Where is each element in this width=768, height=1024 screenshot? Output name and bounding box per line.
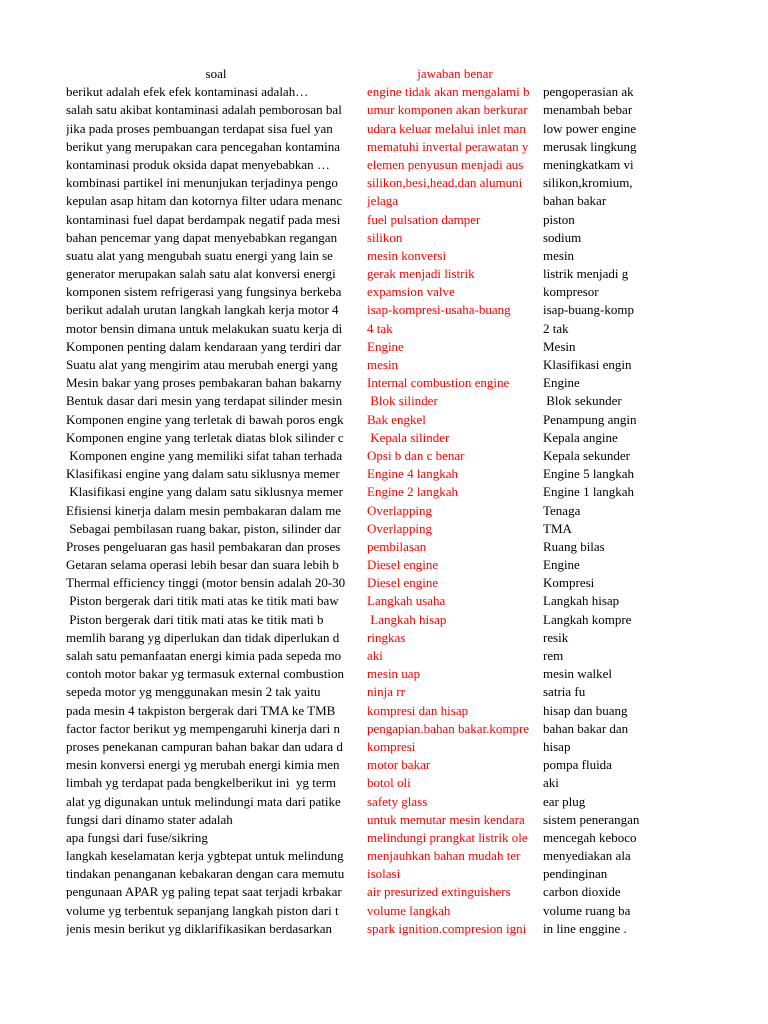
cell-soal[interactable]: Komponen engine yang terletak diatas blok silinder c <box>66 429 344 445</box>
cell-jawaban[interactable]: Engine <box>367 338 404 354</box>
cell-jawaban[interactable]: volume langkah <box>367 902 451 918</box>
table-row <box>0 138 768 156</box>
cell-soal[interactable]: Komponen engine yang terletak di bawah poros engk <box>66 411 344 427</box>
cell-jawaban[interactable]: mesin <box>367 357 399 372</box>
cell-soal[interactable]: Mesin bakar yang proses pembakaran bahan bakarny <box>66 375 342 391</box>
table-row <box>0 174 768 192</box>
cell-soal[interactable]: Piston bergerak dari titik mati atas ke titik mati baw <box>66 593 339 609</box>
cell-jawaban[interactable]: air presurized extinguishers <box>367 884 511 900</box>
cell-soal[interactable]: suatu alat yang mengubah suatu energi yang lain se <box>66 247 333 263</box>
table-row <box>0 811 768 829</box>
table-row <box>0 556 768 574</box>
cell-soal[interactable]: generator merupakan salah satu alat konversi energi <box>66 266 336 282</box>
cell-soal[interactable]: Thermal efficiency tinggi (motor bensin adalah 20-30 <box>66 575 346 591</box>
cell-soal[interactable]: memlih barang yg diperlukan dan tidak diperlukan d <box>66 629 340 645</box>
cell-soal[interactable]: jenis mesin berikut yg diklarifikasikan berdasarkan <box>66 920 333 936</box>
cell-jawaban[interactable]: botol oli <box>367 775 411 791</box>
cell-jawaban[interactable]: udara keluar melalui inlet man <box>367 120 526 136</box>
cell-soal[interactable]: alat yg digunakan untuk melindungi mata dari patike <box>66 793 341 809</box>
cell-jawaban[interactable]: menjauhkan bahan mudah ter <box>367 848 521 864</box>
cell-pilihan[interactable]: satria fu <box>543 684 586 700</box>
cell-soal[interactable]: contoh motor bakar yg termasuk external combustion <box>66 666 344 682</box>
table-row <box>0 920 768 938</box>
table-row <box>0 702 768 720</box>
cell-jawaban[interactable]: Engine 4 langkah <box>367 466 458 482</box>
cell-pilihan[interactable]: merusak lingkung <box>543 138 637 154</box>
table-row <box>0 83 768 101</box>
cell-pilihan[interactable]: 2 tak <box>543 320 569 336</box>
cell-pilihan[interactable]: Engine <box>543 557 580 573</box>
cell-jawaban[interactable]: Kepala silinder <box>367 429 450 445</box>
cell-soal[interactable]: Klasifikasi engine yang dalam satu siklusnya memer <box>66 484 343 500</box>
table-row <box>0 683 768 701</box>
cell-soal[interactable]: limbah yg terdapat pada bengkelberikut ini yg term <box>66 775 337 791</box>
cell-jawaban[interactable]: jelaga <box>367 193 399 209</box>
table-row <box>0 502 768 520</box>
cell-pilihan[interactable]: carbon dioxide <box>543 884 621 900</box>
cell-soal[interactable]: sepeda motor yg menggunakan mesin 2 tak yaitu <box>66 684 321 700</box>
cell-jawaban[interactable]: pengapian.bahan bakar.kompre <box>367 720 530 736</box>
table-row <box>0 592 768 610</box>
cell-soal[interactable]: Efisiensi kinerja dalam mesin pembakaran dalam me <box>66 502 342 518</box>
table-row <box>0 356 768 374</box>
cell-pilihan[interactable]: silikon,kromium, <box>543 175 633 191</box>
cell-soal[interactable]: kombinasi partikel ini menunjukan terjadinya pengo <box>66 175 338 191</box>
cell-jawaban[interactable]: Overlapping <box>367 520 432 536</box>
cell-jawaban[interactable]: Bak engkel <box>367 411 426 427</box>
cell-soal[interactable]: Klasifikasi engine yang dalam satu siklusnya memer <box>66 466 340 482</box>
cell-pilihan[interactable]: pompa fluida <box>543 757 612 773</box>
cell-jawaban[interactable]: Blok silinder <box>367 393 438 409</box>
table-row <box>0 756 768 774</box>
cell-jawaban[interactable]: mesin uap <box>367 666 421 682</box>
cell-jawaban[interactable]: Langkah usaha <box>367 593 446 609</box>
cell-jawaban[interactable]: mesin konversi <box>367 247 447 263</box>
cell-pilihan[interactable]: Mesin <box>543 338 576 354</box>
cell-jawaban[interactable]: Internal combustion engine <box>367 375 510 391</box>
cell-soal[interactable]: factor factor berikut yg mempengaruhi kinerja dari n <box>66 720 340 736</box>
cell-pilihan[interactable]: sodium <box>543 229 582 245</box>
cell-pilihan[interactable]: Kepala angine <box>543 429 618 445</box>
cell-jawaban[interactable]: melindungi prangkat listrik ole <box>367 829 528 845</box>
cell-pilihan[interactable]: kompresor <box>543 284 599 300</box>
table-row <box>0 411 768 429</box>
cell-pilihan[interactable]: in line enggine . <box>543 920 627 936</box>
cell-jawaban[interactable]: silikon <box>367 229 403 245</box>
cell-soal[interactable]: jika pada proses pembuangan terdapat sisa fuel yan <box>66 120 333 136</box>
header-row <box>0 65 768 83</box>
table-row <box>0 156 768 174</box>
table-row <box>0 611 768 629</box>
cell-pilihan[interactable]: volume ruang ba <box>543 902 631 918</box>
cell-soal[interactable]: Proses pengeluaran gas hasil pembakaran dan proses <box>66 538 341 554</box>
table-row <box>0 374 768 392</box>
table-row <box>0 483 768 501</box>
table-row <box>0 883 768 901</box>
cell-jawaban[interactable]: 4 tak <box>367 320 393 336</box>
cell-jawaban[interactable]: isap-kompresi-usaha-buang <box>367 302 511 318</box>
cell-jawaban[interactable]: engine tidak akan mengalami b <box>367 84 530 100</box>
cell-soal[interactable]: Bentuk dasar dari mesin yang terdapat silinder mesin <box>66 393 343 409</box>
cell-jawaban[interactable]: umur komponen akan berkurar <box>367 102 528 118</box>
cell-soal[interactable]: mesin konversi energi yg merubah energi kimia men <box>66 757 340 773</box>
cell-pilihan[interactable]: Blok sekunder <box>543 393 622 409</box>
header-soal[interactable]: soal <box>205 66 227 81</box>
cell-soal[interactable]: volume yg terbentuk sepanjang langkah piston dari t <box>66 902 339 918</box>
table-row <box>0 338 768 356</box>
cell-jawaban[interactable]: pembilasan <box>367 538 427 554</box>
cell-soal[interactable]: pengunaan APAR yg paling tepat saat terjadi krbakar <box>66 884 342 900</box>
cell-pilihan[interactable]: pendinginan <box>543 866 608 882</box>
header-jawaban[interactable]: jawaban benar <box>417 66 493 81</box>
cell-jawaban[interactable]: ninja rr <box>367 684 405 700</box>
cell-soal[interactable]: kontaminasi produk oksida dapat menyebabkan … <box>66 156 330 172</box>
cell-soal[interactable]: salah satu pemanfaatan energi kimia pada sepeda mo <box>66 648 342 663</box>
cell-jawaban[interactable]: aki <box>367 648 383 663</box>
table-row <box>0 265 768 283</box>
cell-pilihan[interactable]: Klasifikasi engin <box>543 357 632 372</box>
cell-jawaban[interactable]: Diesel engine <box>367 557 439 573</box>
table-row <box>0 320 768 338</box>
cell-pilihan[interactable]: listrik menjadi g <box>543 266 629 282</box>
table-row <box>0 738 768 756</box>
cell-soal[interactable]: kepulan asap hitam dan kotornya filter udara menanc <box>66 193 343 209</box>
table-row <box>0 211 768 229</box>
cell-pilihan[interactable]: menyediakan ala <box>543 848 631 864</box>
cell-soal[interactable]: Piston bergerak dari titik mati atas ke titik mati b <box>66 611 324 627</box>
cell-pilihan[interactable]: Ruang bilas <box>543 538 605 554</box>
cell-pilihan[interactable]: Kompresi <box>543 575 595 591</box>
cell-pilihan[interactable]: low power engine <box>543 120 637 136</box>
cell-jawaban[interactable]: Overlapping <box>367 502 432 518</box>
cell-jawaban[interactable]: safety glass <box>367 793 428 809</box>
cell-soal[interactable]: Komponen penting dalam kendaraan yang terdiri dar <box>66 338 342 354</box>
cell-jawaban[interactable]: Diesel engine <box>367 575 439 591</box>
cell-soal[interactable]: pada mesin 4 takpiston bergerak dari TMA ke TMB <box>66 702 336 718</box>
cell-jawaban[interactable]: ringkas <box>367 629 406 645</box>
cell-soal[interactable]: Komponen engine yang memiliki sifat tahan terhada <box>66 447 343 463</box>
cell-pilihan[interactable]: Penampung angin <box>543 411 637 427</box>
cell-pilihan[interactable]: sistem penerangan <box>543 811 640 827</box>
table-row <box>0 465 768 483</box>
cell-pilihan[interactable]: Engine <box>543 375 580 391</box>
cell-pilihan[interactable]: bahan bakar dan <box>543 720 629 736</box>
cell-jawaban[interactable]: fuel pulsation damper <box>367 211 481 227</box>
table-row <box>0 865 768 883</box>
cell-jawaban[interactable]: expamsion valve <box>367 284 455 300</box>
cell-pilihan[interactable]: pengoperasian ak <box>543 84 634 100</box>
cell-soal[interactable]: fungsi dari dinamo stater adalah <box>66 811 233 827</box>
cell-soal[interactable]: Getaran selama operasi lebih besar dan suara lebih b <box>66 557 339 573</box>
table-row <box>0 120 768 138</box>
cell-soal[interactable]: langkah keselamatan kerja ygbtepat untuk melindung <box>66 848 344 864</box>
cell-jawaban[interactable]: elemen penyusun menjadi aus <box>367 156 524 172</box>
cell-pilihan[interactable]: TMA <box>543 520 572 536</box>
cell-pilihan[interactable]: Tenaga <box>543 502 581 518</box>
cell-jawaban[interactable]: silikon,besi,head,dan alumuni <box>367 175 523 191</box>
cell-jawaban[interactable]: untuk memutar mesin kendara <box>367 811 525 827</box>
table-row <box>0 647 768 665</box>
cell-soal[interactable]: berikut yang merupakan cara pencegahan kontamina <box>66 138 340 154</box>
cell-pilihan[interactable]: ear plug <box>543 793 586 809</box>
table-row <box>0 574 768 592</box>
table-row <box>0 720 768 738</box>
table-row <box>0 392 768 410</box>
cell-soal[interactable]: proses penekanan campuran bahan bakar dan udara d <box>66 738 343 754</box>
cell-pilihan[interactable]: hisap dan buang <box>543 702 628 718</box>
cell-pilihan[interactable]: Langkah kompre <box>543 611 632 627</box>
cell-pilihan[interactable]: mesin <box>543 247 575 263</box>
table-row <box>0 847 768 865</box>
cell-pilihan[interactable]: resik <box>543 629 569 645</box>
table-row <box>0 301 768 319</box>
table-row <box>0 229 768 247</box>
table-row <box>0 447 768 465</box>
cell-soal[interactable]: kontaminasi fuel dapat berdampak negatif pada mesi <box>66 211 341 227</box>
cell-jawaban[interactable]: isolasi <box>367 866 401 882</box>
table-row <box>0 793 768 811</box>
cell-pilihan[interactable]: menambah bebar <box>543 102 633 118</box>
cell-jawaban[interactable]: spark ignition.compresion igni <box>367 920 527 936</box>
cell-soal[interactable]: salah satu akibat kontaminasi adalah pemborosan bal <box>66 102 342 118</box>
cell-pilihan[interactable]: Engine 5 langkah <box>543 466 634 482</box>
header-pilihan[interactable] <box>543 65 641 83</box>
cell-pilihan[interactable]: aki <box>543 775 559 791</box>
table-row <box>0 247 768 265</box>
cell-jawaban[interactable]: kompresi <box>367 738 416 754</box>
cell-jawaban[interactable]: Opsi b dan c benar <box>367 447 465 463</box>
table-row <box>0 101 768 119</box>
cell-soal[interactable]: Suatu alat yang mengirim atau merubah energi yang <box>66 357 338 372</box>
cell-jawaban[interactable]: motor bakar <box>367 757 431 773</box>
cell-soal[interactable]: berikut adalah urutan langkah langkah kerja motor 4 <box>66 302 339 318</box>
table-row <box>0 538 768 556</box>
table-body <box>0 83 768 938</box>
cell-soal[interactable]: motor bensin dimana untuk melakukan suatu kerja di <box>66 320 343 336</box>
table-row <box>0 429 768 447</box>
cell-pilihan[interactable]: Engine 1 langkah <box>543 484 634 500</box>
cell-pilihan[interactable]: Kepala sekunder <box>543 447 630 463</box>
spreadsheet <box>0 65 768 938</box>
cell-jawaban[interactable]: gerak menjadi listrik <box>367 266 475 282</box>
cell-pilihan[interactable]: hisap <box>543 738 571 754</box>
table-row <box>0 902 768 920</box>
cell-pilihan[interactable]: meningkatkam vi <box>543 156 634 172</box>
table-row <box>0 283 768 301</box>
cell-pilihan[interactable]: Langkah hisap <box>543 593 620 609</box>
cell-pilihan[interactable]: isap-buang-komp <box>543 302 634 318</box>
cell-soal[interactable]: bahan pencemar yang dapat menyebabkan regangan <box>66 229 338 245</box>
cell-soal[interactable]: komponen sistem refrigerasi yang fungsinya berkeba <box>66 284 342 300</box>
cell-soal[interactable]: berikut adalah efek efek kontaminasi adalah… <box>66 84 309 100</box>
cell-soal[interactable]: apa fungsi dari fuse/sikring <box>66 829 208 845</box>
cell-jawaban[interactable]: Langkah hisap <box>367 611 447 627</box>
table-row <box>0 629 768 647</box>
cell-pilihan[interactable]: bahan bakar <box>543 193 607 209</box>
cell-jawaban[interactable]: Engine 2 langkah <box>367 484 458 500</box>
cell-soal[interactable]: tindakan penanganan kebakaran dengan cara memutu <box>66 866 345 882</box>
table-row <box>0 774 768 792</box>
table-row <box>0 665 768 683</box>
cell-pilihan[interactable]: mesin walkel <box>543 666 612 682</box>
cell-pilihan[interactable]: rem <box>543 648 564 663</box>
cell-soal[interactable]: Sebagai pembilasan ruang bakar, piston, silinder dar <box>66 520 341 536</box>
cell-pilihan[interactable]: piston <box>543 211 575 227</box>
table-row <box>0 520 768 538</box>
table-row <box>0 829 768 847</box>
cell-jawaban[interactable]: kompresi dan hisap <box>367 702 469 718</box>
cell-pilihan[interactable]: mencegah keboco <box>543 829 637 845</box>
cell-jawaban[interactable]: mematuhi invertal perawatan y <box>367 138 529 154</box>
table-row <box>0 192 768 210</box>
